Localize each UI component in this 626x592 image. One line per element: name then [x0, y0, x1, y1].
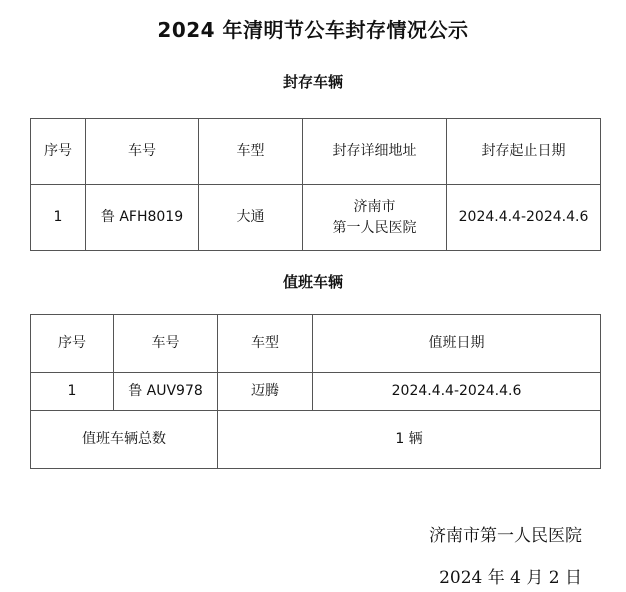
cell-dates: 2024.4.4-2024.4.6 — [447, 185, 601, 251]
duty-vehicles-section-title: 值班车辆 — [282, 273, 343, 291]
sealed-vehicles-section-title: 封存车辆 — [282, 73, 343, 91]
cell-plate: 鲁 AFH8019 — [86, 185, 199, 251]
header-model: 车型 — [218, 315, 313, 373]
table-total-row — [31, 411, 601, 469]
cell-address — [303, 185, 447, 251]
cell-plate: 鲁 AUV978 — [114, 373, 218, 411]
table-row — [31, 373, 601, 411]
table-header-row — [31, 315, 601, 373]
header-plate: 车号 — [86, 119, 199, 185]
table-header-row — [31, 119, 601, 185]
total-value: 1 辆 — [218, 411, 601, 469]
header-index: 序号 — [31, 119, 86, 185]
header-plate: 车号 — [114, 315, 218, 373]
cell-model: 迈腾 — [218, 373, 313, 411]
header-index: 序号 — [31, 315, 114, 373]
cell-model: 大通 — [199, 185, 303, 251]
header-model: 车型 — [199, 119, 303, 185]
cell-duty-dates: 2024.4.4-2024.4.6 — [313, 373, 601, 411]
duty-vehicles-table — [30, 314, 601, 469]
sealed-vehicles-table — [30, 118, 601, 251]
signature-organization: 济南市第一人民医院 — [429, 526, 582, 546]
page-title: 2024 年清明节公车封存情况公示 — [157, 18, 469, 42]
header-dates: 封存起止日期 — [447, 119, 601, 185]
total-label: 值班车辆总数 — [31, 411, 218, 469]
cell-index: 1 — [31, 373, 114, 411]
table-row — [31, 185, 601, 251]
signature-date: 2024 年 4 月 2 日 — [439, 568, 582, 588]
cell-index: 1 — [31, 185, 86, 251]
header-duty-dates: 值班日期 — [313, 315, 601, 373]
header-address: 封存详细地址 — [303, 119, 447, 185]
address-line-2: 第一人民医院 — [332, 219, 417, 236]
address-line-1: 济南市 — [353, 199, 396, 216]
